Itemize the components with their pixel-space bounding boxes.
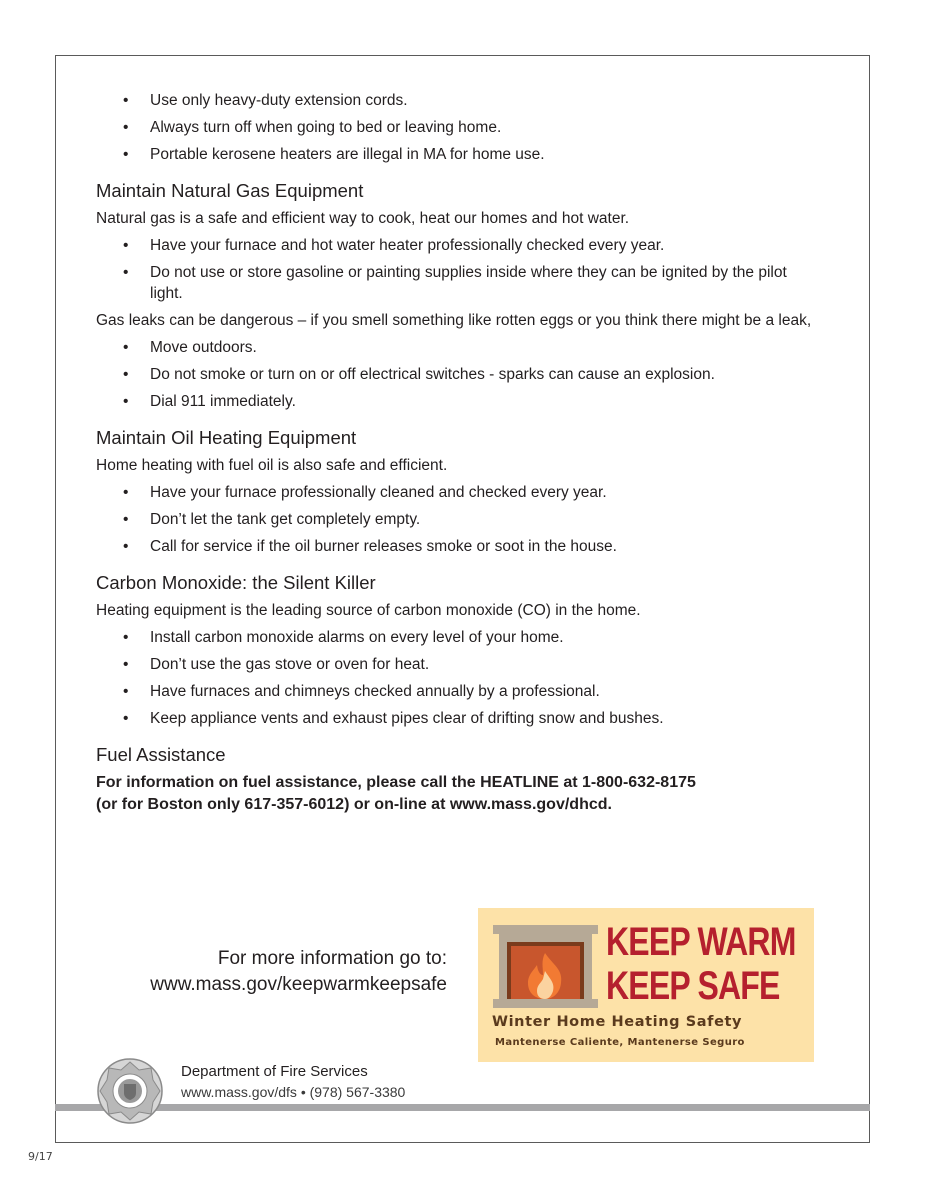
list-item: • Use only heavy-duty extension cords. — [96, 90, 816, 111]
oil-intro: Home heating with fuel oil is also safe and efficient. — [96, 457, 448, 474]
list-item: • Do not use or store gasoline or painting supplies inside where they can be ignited by the pilot light. — [96, 262, 816, 304]
list-item: • Install carbon monoxide alarms on every level of your home. — [96, 627, 816, 648]
list-item: • Keep appliance vents and exhaust pipes clear of drifting snow and bushes. — [96, 708, 816, 729]
oil-bullet-list — [96, 482, 816, 557]
list-item: • Call for service if the oil burner releases smoke or soot in the house. — [96, 536, 816, 557]
list-item: • Always turn off when going to bed or leaving home. — [96, 117, 816, 138]
list-item: • Have furnaces and chimneys checked annually by a professional. — [96, 681, 816, 702]
main-content — [96, 90, 816, 816]
list-item: • Do not smoke or turn on or off electrical switches - sparks can cause an explosion. — [96, 364, 816, 385]
footer-divider — [55, 1104, 870, 1111]
department-name: Department of Fire Services — [181, 1063, 368, 1080]
list-item: • Have your furnace professionally cleaned and checked every year. — [96, 482, 816, 503]
section-heading-fuel: Fuel Assistance — [96, 744, 226, 765]
section-heading-oil: Maintain Oil Heating Equipment — [96, 427, 357, 448]
banner-subtitle: Winter Home Heating Safety — [492, 1014, 743, 1030]
more-info-link[interactable]: www.mass.gov/keepwarmkeepsafe — [150, 974, 447, 995]
co-bullet-list — [96, 627, 816, 729]
gas-leak-bullet-list — [96, 337, 816, 412]
keep-warm-banner — [478, 908, 814, 1062]
fire-services-seal-icon — [97, 1058, 163, 1124]
co-intro: Heating equipment is the leading source of carbon monoxide (CO) in the home. — [96, 602, 641, 619]
list-item: • Dial 911 immediately. — [96, 391, 816, 412]
fuel-info-line-1: For information on fuel assistance, please call the HEATLINE at 1-800-632-8175 — [96, 774, 696, 791]
gas-intro: Natural gas is a safe and efficient way to cook, heat our homes and hot water. — [96, 210, 630, 227]
gas-leak-intro: Gas leaks can be dangerous – if you smell something like rotten eggs or you think there might be a leak, — [96, 312, 812, 329]
list-item: • Portable kerosene heaters are illegal in MA for home use. — [96, 144, 816, 165]
fireplace-icon — [493, 925, 598, 1008]
list-item: • Move outdoors. — [96, 337, 816, 358]
gas-bullet-list — [96, 235, 816, 304]
department-contact: www.mass.gov/dfs • (978) 567-3380 — [181, 1084, 406, 1100]
intro-bullet-list — [96, 90, 816, 165]
page-date: 9/17 — [28, 1150, 53, 1163]
banner-spanish-subtitle: Mantenerse Caliente, Mantenerse Seguro — [495, 1037, 745, 1048]
more-info-label: For more information go to: — [217, 948, 447, 969]
banner-title-line-1: KEEP WARM — [606, 920, 796, 964]
fuel-info-line-2: (or for Boston only 617-357-6012) or on-line at www.mass.gov/dhcd. — [96, 796, 612, 813]
list-item: • Don’t let the tank get completely empty. — [96, 509, 816, 530]
more-info — [100, 946, 447, 998]
banner-title-line-2: KEEP SAFE — [606, 964, 780, 1008]
list-item: • Don’t use the gas stove or oven for heat. — [96, 654, 816, 675]
section-heading-co: Carbon Monoxide: the Silent Killer — [96, 572, 376, 593]
list-item: • Have your furnace and hot water heater professionally checked every year. — [96, 235, 816, 256]
section-heading-gas: Maintain Natural Gas Equipment — [96, 180, 364, 201]
